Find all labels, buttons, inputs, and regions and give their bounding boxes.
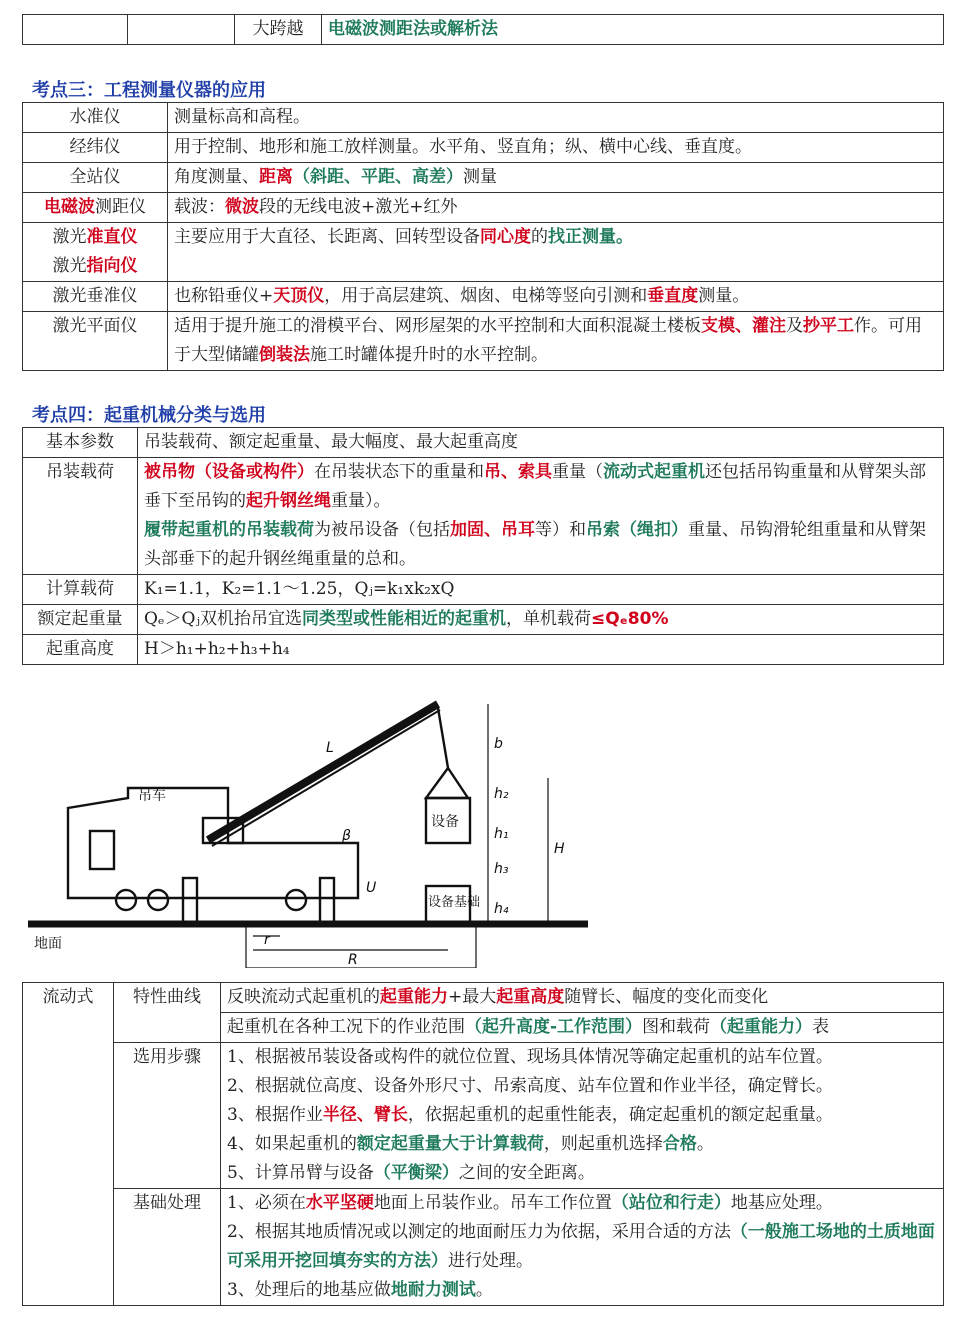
- row-text: 被吊物（设备或构件）在吊装状态下的重量和吊、索具重量（流动式起重机还包括吊钩重量和从臂架头部垂下至吊钩的起升钢丝绳重量）。 履带起重机的吊装载荷为被吊设备（包括加固、吊耳等）和吊索（绳扣）重量、吊钩滑轮组重量和从臂架头部垂下的起升钢丝绳重量的总和。: [138, 458, 944, 575]
- row-text: 1、根据被吊装设备或构件的就位位置、现场具体情况等确定起重机的站车位置。: [221, 1043, 944, 1073]
- row-text: 2、根据就位高度、设备外形尺寸、吊索高度、站车位置和作业半径，确定臂长。: [221, 1072, 944, 1101]
- row-text: 也称铅垂仪+天顶仪，用于高层建筑、烟囱、电梯等竖向引测和垂直度测量。: [168, 282, 944, 312]
- row-text: 载波：微波段的无线电波+激光+红外: [168, 193, 944, 223]
- row-text: 角度测量、距离（斜距、平距、高差）测量: [168, 163, 944, 193]
- cab-window: [90, 831, 114, 869]
- row-label: 计算载荷: [23, 575, 138, 605]
- category-label: 流动式: [23, 983, 114, 1306]
- row-label: 基本参数: [23, 428, 138, 458]
- row-label: 激光垂准仪: [23, 282, 168, 312]
- crane-diagram: [28, 668, 588, 968]
- row-text: 5、计算吊臂与设备（平衡梁）之间的安全距离。: [221, 1159, 944, 1189]
- table-row: [23, 223, 944, 282]
- outrigger: [183, 878, 197, 924]
- ground-label: 地面: [34, 936, 62, 952]
- table-row: [23, 312, 944, 371]
- row-text: Qₑ＞Qⱼ双机抬吊宜选同类型或性能相近的起重机，单机载荷≤Qₑ80%: [138, 605, 944, 635]
- instrument-table: [22, 102, 944, 371]
- table-row: [23, 983, 944, 1013]
- row-text: 用于控制、地形和施工放样测量。水平角、竖直角；纵、横中心线、垂直度。: [168, 133, 944, 163]
- row-text: 3、根据作业半径、臂长，依据起重机的起重性能表，确定起重机的额定起重量。: [221, 1101, 944, 1130]
- table-row: [23, 1189, 944, 1219]
- dim-r: r: [264, 932, 270, 948]
- equipment-label: 设备: [431, 814, 459, 830]
- row-text: K₁=1.1，K₂=1.1～1.25，Qⱼ=k₁xk₂xQ: [138, 575, 944, 605]
- dim-b: b: [494, 736, 503, 752]
- crane-label: 吊车: [138, 788, 166, 804]
- dim-h1: h₁: [494, 826, 509, 842]
- row-text: H＞h₁+h₂+h₃+h₄: [138, 635, 944, 665]
- row-label: 全站仪: [23, 163, 168, 193]
- group-label: 基础处理: [114, 1189, 221, 1306]
- table-row: [23, 163, 944, 193]
- table-row: [23, 575, 944, 605]
- span-label: 大跨越: [235, 15, 322, 45]
- row-text: 起重机在各种工况下的作业范围（起升高度-工作范围）图和载荷（起重能力）表: [221, 1013, 944, 1043]
- dim-R: R: [348, 952, 358, 968]
- table-row: [23, 193, 944, 223]
- group-label: 特性曲线: [114, 983, 221, 1043]
- section3-heading: 考点三：工程测量仪器的应用: [32, 80, 266, 101]
- row-text: 3、处理后的地基应做地耐力测试。: [221, 1276, 944, 1306]
- row-label: 电磁波测距仪: [23, 193, 168, 223]
- row-text: 测量标高和高程。: [168, 103, 944, 133]
- section4-heading: 考点四：起重机械分类与选用: [32, 405, 266, 426]
- dim-h4: h₄: [494, 901, 509, 917]
- table-row: [23, 133, 944, 163]
- row-label: 经纬仪: [23, 133, 168, 163]
- group-label: 选用步骤: [114, 1043, 221, 1189]
- dim-h3: h₃: [494, 861, 509, 877]
- row-text: 4、如果起重机的额定起重量大于计算载荷，则起重机选择合格。: [221, 1130, 944, 1159]
- row-text: 1、必须在水平坚硬地面上吊装作业。吊车工作位置（站位和行走）地基应处理。: [221, 1189, 944, 1219]
- wheel-icon: [116, 890, 136, 910]
- mobile-crane-table: [22, 982, 944, 1306]
- table-row: [23, 1043, 944, 1073]
- row-text: 反映流动式起重机的起重能力+最大起重高度随臂长、幅度的变化而变化: [221, 983, 944, 1013]
- hoist-rope: [438, 708, 448, 768]
- span-method: 电磁波测距法或解析法: [322, 15, 944, 45]
- table-row: [23, 428, 944, 458]
- row-label: 吊装载荷: [23, 458, 138, 575]
- row-text: 主要应用于大直径、长距离、回转型设备同心度的找正测量。: [168, 223, 944, 282]
- crane-params-table: [22, 427, 944, 665]
- wheel-icon: [148, 890, 168, 910]
- outrigger: [320, 878, 334, 924]
- crane-boom: [208, 704, 438, 840]
- dim-beta: β: [342, 828, 351, 844]
- foundation-pit: [246, 924, 476, 968]
- foundation-label: 设备基础: [428, 895, 481, 910]
- table-row: [23, 635, 944, 665]
- row-label: 起重高度: [23, 635, 138, 665]
- table-row: [23, 458, 944, 575]
- table-row: [23, 103, 944, 133]
- row-label: 水准仪: [23, 103, 168, 133]
- empty-cell: [128, 15, 235, 45]
- row-label: 激光准直仪 激光指向仪: [23, 223, 168, 282]
- dim-H: H: [554, 841, 565, 857]
- wheel-icon: [286, 890, 306, 910]
- empty-cell: [23, 15, 128, 45]
- row-label: 激光平面仪: [23, 312, 168, 371]
- row-text: 吊装载荷、额定起重量、最大幅度、最大起重高度: [138, 428, 944, 458]
- dim-L: L: [326, 740, 334, 756]
- dim-h2: h₂: [494, 786, 509, 802]
- top-row-table: [22, 14, 944, 45]
- row-text: 适用于提升施工的滑模平台、网形屋架的水平控制和大面积混凝土楼板支模、灌注及抄平工作。可用于大型储罐倒装法施工时罐体提升时的水平控制。: [168, 312, 944, 371]
- crane-boom-edge: [212, 710, 440, 846]
- dim-U: U: [366, 880, 377, 896]
- row-label: 额定起重量: [23, 605, 138, 635]
- table-row: [23, 282, 944, 312]
- row-text: 2、根据其地质情况或以测定的地面耐压力为依据，采用合适的方法（一般施工场地的土质地面可采用开挖回填夯实的方法）进行处理。: [221, 1218, 944, 1276]
- sling: [426, 768, 468, 798]
- table-row: [23, 605, 944, 635]
